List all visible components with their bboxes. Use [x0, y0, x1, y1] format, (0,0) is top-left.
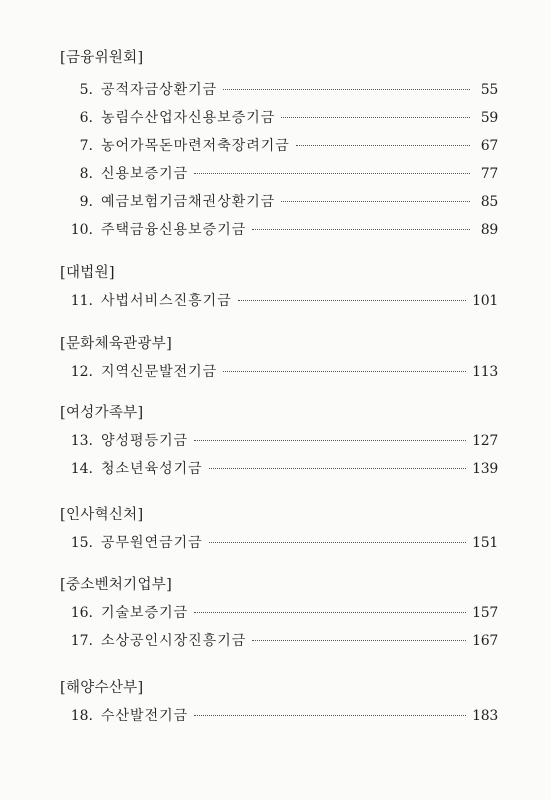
- entry-number: 13.: [70, 433, 93, 449]
- entry-number: 7.: [79, 138, 93, 154]
- entry-title: 공적자금상환기금: [101, 82, 218, 98]
- toc-entry[interactable]: [60, 429, 498, 453]
- entry-page-number: 139: [472, 461, 498, 477]
- dot-leader: [296, 144, 470, 146]
- dot-leader: [194, 172, 470, 174]
- entry-title: 청소년육성기금: [101, 461, 203, 477]
- entry-page-number: 67: [480, 138, 498, 154]
- dot-leader: [194, 439, 466, 441]
- toc-entry[interactable]: [60, 190, 498, 214]
- section-heading: [대법원]: [60, 265, 115, 281]
- entry-page-number: 167: [472, 633, 498, 649]
- entry-number: 12.: [70, 364, 93, 380]
- entry-page-number: 85: [480, 194, 498, 210]
- entry-number: 15.: [70, 535, 93, 551]
- dot-leader: [209, 541, 467, 543]
- entry-page-number: 89: [480, 222, 498, 238]
- entry-number: 8.: [79, 166, 93, 182]
- toc-entry[interactable]: [60, 218, 498, 242]
- entry-title: 사법서비스진흥기금: [101, 293, 232, 309]
- entry-number: 11.: [70, 293, 93, 309]
- section-heading: [해양수산부]: [60, 680, 144, 696]
- toc-entry[interactable]: [60, 601, 498, 625]
- section-heading: [문화체육관광부]: [60, 336, 173, 352]
- dot-leader: [252, 228, 470, 230]
- entry-number: 5.: [79, 82, 93, 98]
- entry-number: 17.: [70, 633, 93, 649]
- entry-title: 신용보증기금: [101, 166, 189, 182]
- entry-page-number: 77: [480, 166, 498, 182]
- entry-page-number: 101: [472, 293, 498, 309]
- entry-number: 6.: [79, 110, 93, 126]
- dot-leader: [194, 714, 466, 716]
- toc-entry[interactable]: [60, 106, 498, 130]
- toc-entry[interactable]: [60, 360, 498, 384]
- toc-entry[interactable]: [60, 629, 498, 653]
- dot-leader: [252, 639, 466, 641]
- entry-page-number: 59: [480, 110, 498, 126]
- entry-title: 예금보험기금채권상환기금: [101, 194, 276, 210]
- entry-number: 14.: [70, 461, 93, 477]
- dot-leader: [223, 370, 466, 372]
- toc-entry[interactable]: [60, 531, 498, 555]
- entry-page-number: 183: [472, 708, 498, 724]
- toc-entry[interactable]: [60, 78, 498, 102]
- entry-number: 16.: [70, 605, 93, 621]
- dot-leader: [238, 299, 466, 301]
- entry-page-number: 127: [472, 433, 498, 449]
- section-heading: [중소벤처기업부]: [60, 577, 173, 593]
- dot-leader: [209, 467, 467, 469]
- entry-title: 주택금융신용보증기금: [101, 222, 247, 238]
- entry-number: 10.: [70, 222, 93, 238]
- section-heading: [여성가족부]: [60, 405, 144, 421]
- entry-title: 농림수산업자신용보증기금: [101, 110, 276, 126]
- entry-number: 9.: [79, 194, 93, 210]
- dot-leader: [281, 116, 470, 118]
- dot-leader: [194, 611, 466, 613]
- entry-title: 수산발전기금: [101, 708, 189, 724]
- entry-title: 기술보증기금: [101, 605, 189, 621]
- section-heading: [인사혁신처]: [60, 507, 144, 523]
- section-heading: [금융위원회]: [60, 50, 144, 66]
- toc-entry[interactable]: [60, 162, 498, 186]
- entry-page-number: 55: [480, 82, 498, 98]
- dot-leader: [223, 88, 470, 90]
- entry-page-number: 157: [472, 605, 498, 621]
- toc-entry[interactable]: [60, 704, 498, 728]
- entry-title: 농어가목돈마련저축장려기금: [101, 138, 290, 154]
- toc-entry[interactable]: [60, 289, 498, 313]
- toc-entry[interactable]: [60, 457, 498, 481]
- entry-number: 18.: [70, 708, 93, 724]
- toc-entry[interactable]: [60, 134, 498, 158]
- entry-page-number: 113: [472, 364, 498, 380]
- dot-leader: [281, 200, 470, 202]
- entry-title: 소상공인시장진흥기금: [101, 633, 247, 649]
- entry-page-number: 151: [472, 535, 498, 551]
- entry-title: 양성평등기금: [101, 433, 189, 449]
- entry-title: 지역신문발전기금: [101, 364, 218, 380]
- entry-title: 공무원연금기금: [101, 535, 203, 551]
